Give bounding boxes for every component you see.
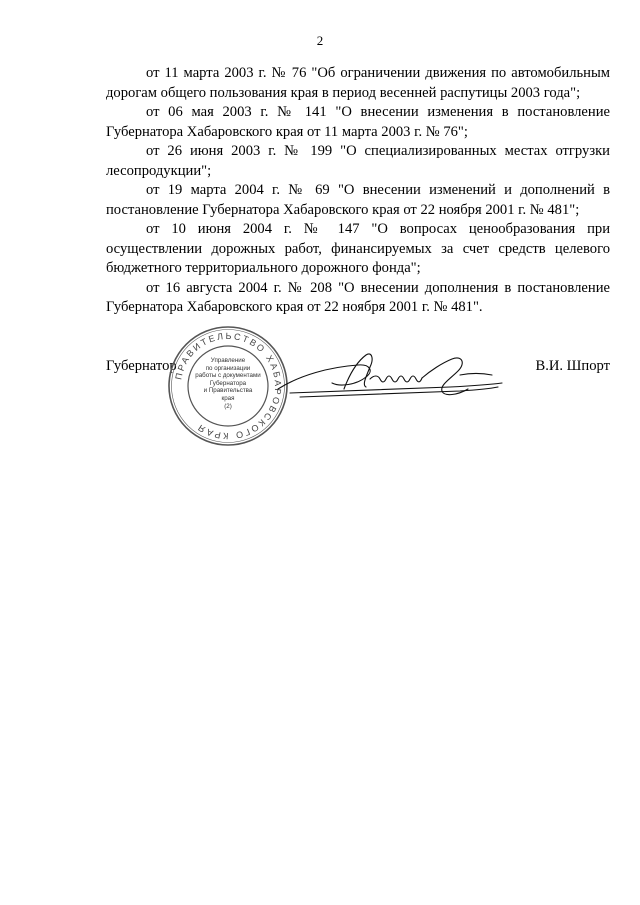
seal-line: (2) [224,402,232,410]
signature-graphic [270,345,510,415]
seal-line: работы с документами [195,372,261,380]
document-body [106,64,610,318]
seal-line: по организации [205,364,251,372]
seal-line: Губернатора [209,379,247,387]
handwritten-signature [270,345,510,415]
list-item: от 11 марта 2003 г. № 76 "Об ограничении движения по автомобильным дорогам общего пользования края в период весенней распутицы 2003 года"; [106,65,610,101]
list-item: от 16 августа 2004 г. № 208 "О внесении дополнения в постановление Губернатора Хабаровского края от 22 ноября 2001 г. № 481". [106,279,610,315]
list-item: от 06 мая 2003 г. № 141 "О внесении изменения в постановление Губернатора Хабаровского края от 11 марта 2003 г. № 76"; [106,104,610,140]
seal-line: и Правительства [203,387,253,395]
list-item: от 19 марта 2004 г. № 69 "О внесении изменений и дополнений в постановление Губернатора Хабаровского края от 22 ноября 2001 г. № 481"; [106,182,610,218]
seal-inner-text [187,357,269,410]
signer-title: Губернатор [106,358,177,374]
seal-line: края [221,394,235,402]
list-item: от 10 июня 2004 г. № 147 "О вопросах ценообразования при осуществлении дорожных работ, финансируемых за счет средств целевого бюджетного территориального дорожного фонда"; [106,221,610,276]
seal-ring-text: ПРАВИТЕЛЬСТВО ХАБАРОВСКОГО КРАЯ [173,330,284,442]
signer-name: В.И. Шпорт [535,358,610,374]
page-number: 2 [316,33,324,48]
seal-line: Управление [210,357,246,364]
list-item: от 26 июня 2003 г. № 199 "О специализированных местах отгрузки лесопродукции"; [106,143,610,179]
